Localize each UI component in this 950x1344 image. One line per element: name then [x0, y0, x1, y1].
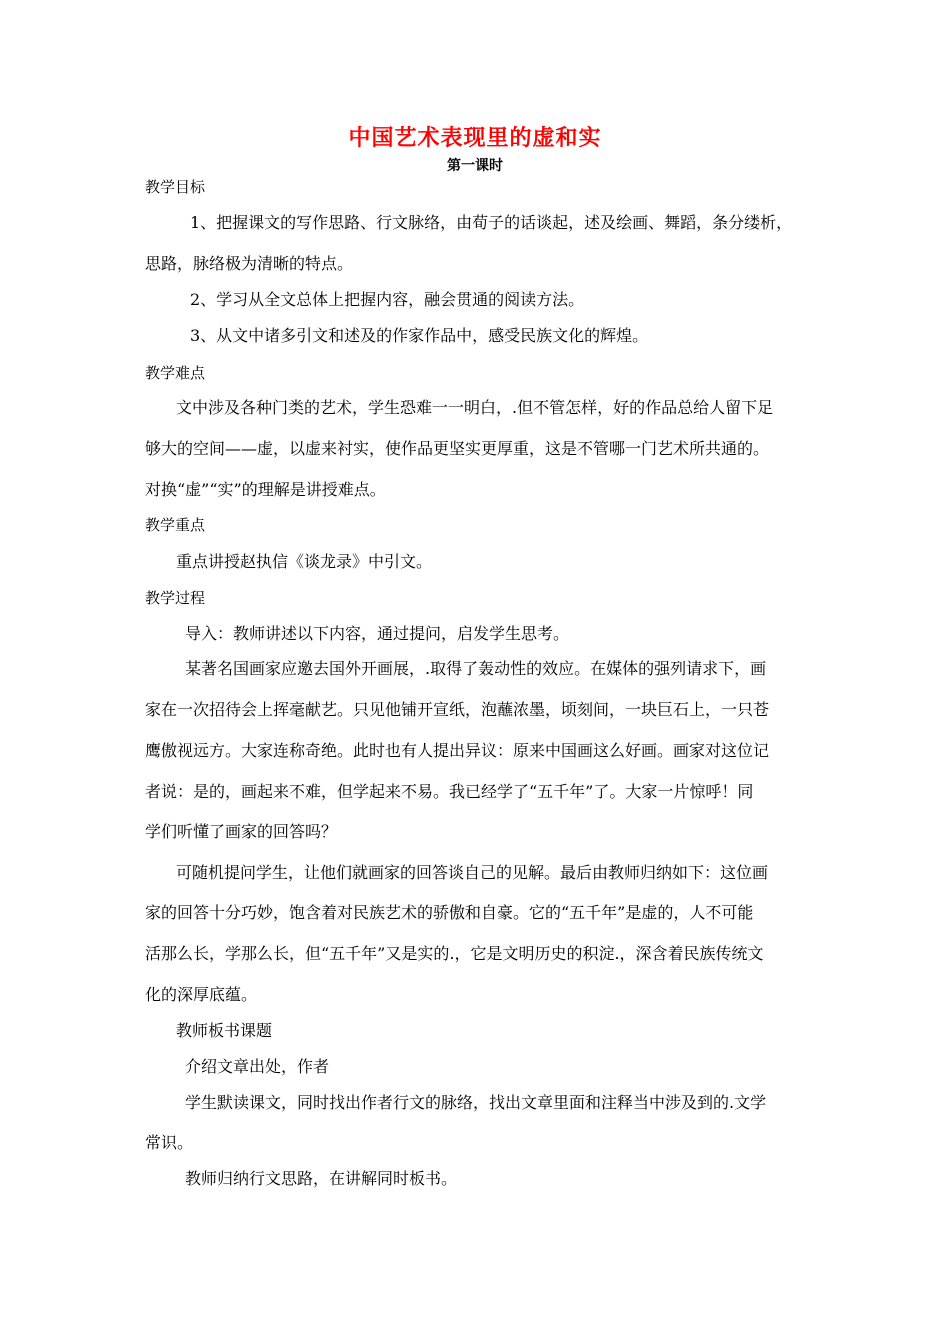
section-heading-process: 教学过程: [145, 589, 206, 607]
paragraph-line: 够大的空间——虚，以虚来衬实，使作品更坚实更厚重，这是不管哪一门艺术所共通的。: [145, 439, 770, 458]
paragraph-line: 1、把握课文的写作思路、行文脉络，由荀子的话谈起，述及绘画、舞蹈，条分缕析，: [190, 213, 793, 232]
paragraph-line: 学生默读课文，同时找出作者行文的脉络，找出文章里面和注释当中涉及到的.文学: [185, 1093, 767, 1112]
paragraph-line: 思路，脉络极为清晰的特点。: [145, 254, 354, 273]
paragraph-line: 3、从文中诸多引文和述及的作家作品中，感受民族文化的辉煌。: [190, 326, 649, 345]
paragraph-line: 活那么长，学那么长，但“五千年”又是实的.，它是文明历史的积淀.，深含着民族传统文: [145, 944, 764, 963]
section-heading-difficulties: 教学难点: [145, 364, 206, 382]
lesson-subtitle: 第一课时: [447, 158, 503, 174]
paragraph-line: 教师归纳行文思路，在讲解同时板书。: [185, 1169, 458, 1188]
paragraph-line: 重点讲授赵执信《谈龙录》中引文。: [176, 552, 433, 571]
document-title: 中国艺术表现里的虚和实: [348, 126, 602, 151]
paragraph-line: 某著名国画家应邀去国外开画展，.取得了轰动性的效应。在媒体的强列请求下，画: [185, 659, 767, 678]
paragraph-line: 鹰傲视远方。大家连称奇绝。此时也有人提出异议：原来中国画这么好画。画家对这位记: [145, 741, 770, 760]
paragraph-line: 文中涉及各种门类的艺术，学生恐难一一明白，.但不管怎样，好的作品总给人留下足: [176, 398, 774, 417]
paragraph-line: 者说：是的，画起来不难，但学起来不易。我已经学了“五千年”了。大家一片惊呼！同: [145, 782, 754, 801]
paragraph-line: 对换“虚”“实”的理解是讲授难点。: [145, 480, 386, 499]
paragraph-line: 常识。: [145, 1133, 194, 1152]
paragraph-line: 可随机提问学生，让他们就画家的回答谈自己的见解。最后由教师归纳如下：这位画: [176, 863, 769, 882]
paragraph-line: 家的回答十分巧妙，饱含着对民族艺术的骄傲和自豪。它的“五千年”是虚的，人不可能: [145, 903, 754, 922]
paragraph-line: 化的深厚底蕴。: [145, 985, 258, 1004]
section-heading-board-title: 教师板书课题: [176, 1021, 273, 1040]
paragraph-line: 介绍文章出处，作者: [185, 1057, 330, 1076]
paragraph-line: 学们听懂了画家的回答吗？: [145, 822, 338, 841]
paragraph-line: 2、学习从全文总体上把握内容，融会贯通的阅读方法。: [190, 290, 585, 309]
section-heading-objectives: 教学目标: [145, 178, 206, 196]
paragraph-line: 导入：教师讲述以下内容，通过提问，启发学生思考。: [185, 624, 570, 643]
paragraph-line: 家在一次招待会上挥毫献艺。只见他铺开宣纸，泡蘸浓墨，顷刻间，一块巨石上，一只苍: [145, 700, 770, 719]
section-heading-key-points: 教学重点: [145, 516, 206, 534]
